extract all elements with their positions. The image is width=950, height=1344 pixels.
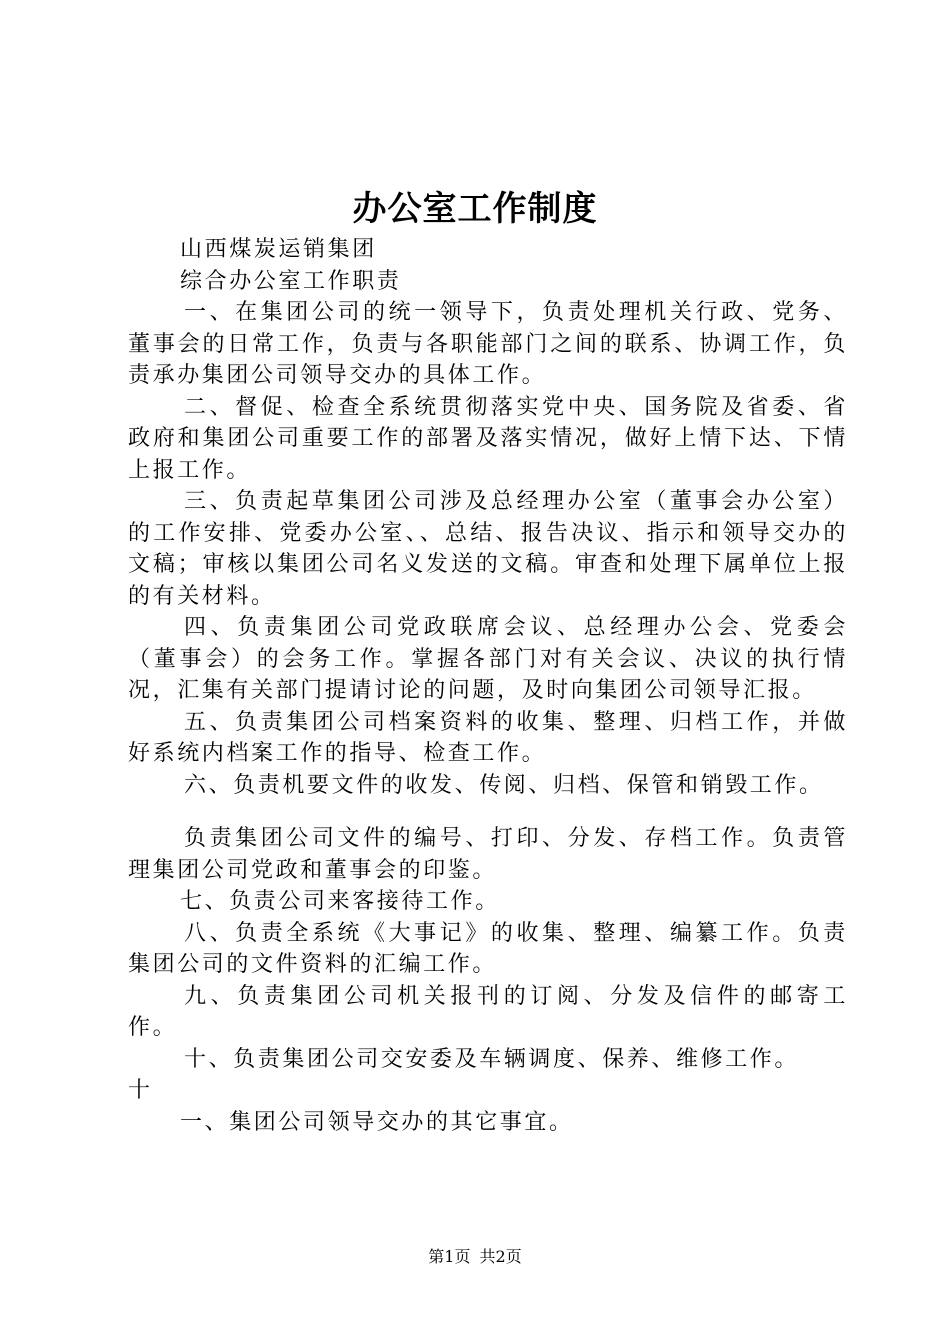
paragraph: 一、集团公司领导交办的其它事宜。	[180, 1109, 574, 1135]
paragraph: 负责集团公司文件的编号、打印、分发、存档工作。负责管理集团公司党政和董事会的印鉴。	[128, 826, 848, 883]
org-line: 山西煤炭运销集团	[180, 237, 377, 262]
paragraph: 一、在集团公司的统一领导下，负责处理机关行政、党务、董事会的日常工作，负责与各职能部门之间的联系、协调工作，负责承办集团公司领导交办的具体工作。	[128, 300, 848, 388]
paragraph: 三、负责起草集团公司涉及总经理办公室（董事会办公室）的工作安排、党委办公室、、总结、报告决议、指示和领导交办的文稿；审核以集团公司名义发送的文稿。审查和处理下属单位上报的有关材料。	[128, 489, 848, 609]
paragraph: 二、督促、检查全系统贯彻落实党中央、国务院及省委、省政府和集团公司重要工作的部署及落实情况，做好上情下达、下情上报工作。	[128, 394, 848, 483]
paragraph: 四、负责集团公司党政联席会议、总经理办公会、党委会（董事会）的会务工作。掌握各部门对有关会议、决议的执行情况，汇集有关部门提请讨论的问题，及时向集团公司领导汇报。	[128, 615, 848, 703]
paragraph: 七、负责公司来客接待工作。	[180, 889, 500, 914]
page-number: 第1页	[428, 1247, 471, 1266]
paragraph: 八、负责全系统《大事记》的收集、整理、编纂工作。负责集团公司的文件资料的汇编工作。	[128, 920, 848, 977]
page-footer	[0, 1246, 950, 1268]
page-title: 办公室工作制度	[352, 189, 598, 229]
paragraph: 十、负责集团公司交安委及车辆调度、保养、维修工作。	[184, 1046, 800, 1072]
document-body	[128, 234, 848, 1138]
paragraph: 五、负责集团公司档案资料的收集、整理、归档工作，并做好系统内档案工作的指导、检查工作。	[128, 709, 848, 766]
paragraph: 六、负责机要文件的收发、传阅、归档、保管和销毁工作。	[184, 772, 824, 798]
page-total: 共2页	[479, 1247, 522, 1266]
section-heading: 综合办公室工作职责	[180, 268, 402, 294]
blank-line	[128, 801, 848, 823]
paragraph: 十	[128, 1078, 153, 1103]
paragraph: 九、负责集团公司机关报刊的订阅、分发及信件的邮寄工作。	[128, 983, 848, 1040]
